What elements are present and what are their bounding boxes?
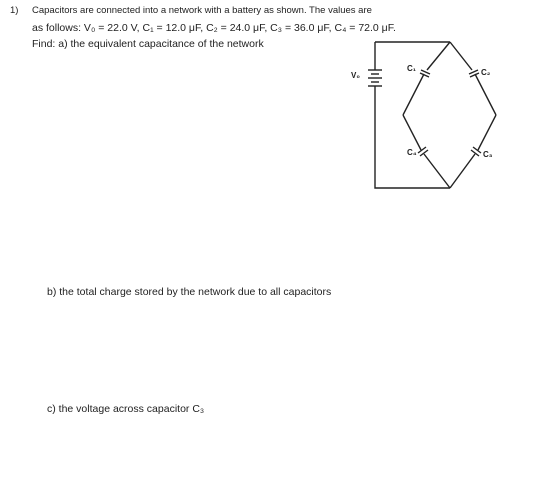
c2-label: C₂ [481, 68, 491, 77]
wire-diamond-upper-right [450, 42, 472, 70]
part-c-question: c) the voltage across capacitor C₃ [47, 403, 205, 415]
wire-diamond-upper-left [427, 42, 450, 70]
wire-diamond-lower-left [403, 115, 421, 150]
problem-number: 1) [10, 5, 19, 16]
wire-diamond-lower-right-2 [450, 154, 475, 188]
wire-diamond-lower-left-2 [424, 154, 450, 188]
battery-symbol [368, 70, 382, 86]
problem-values: as follows: V₀ = 22.0 V, C₁ = 12.0 μF, C₂ = 24.0 μF, C₃ = 36.0 μF, C₄ = 72.0 μF. [32, 22, 396, 34]
wire-diamond-upper-left-2 [403, 74, 424, 115]
part-b-question: b) the total charge stored by the network due to all capacitors [47, 286, 332, 298]
wire-diamond-lower-right [478, 115, 496, 150]
part-a-question: Find: a) the equivalent capacitance of the network [32, 38, 264, 50]
battery-label: V₀ [351, 71, 360, 80]
c4-label: C₄ [407, 148, 417, 157]
wire-diamond-upper-right-2 [475, 74, 496, 115]
capacitor-c1 [420, 70, 430, 77]
capacitor-c2 [469, 70, 479, 77]
problem-intro: Capacitors are connected into a network with a battery as shown. The values are [32, 5, 372, 16]
c3-label: C₃ [483, 150, 493, 159]
c1-label: C₁ [407, 64, 417, 73]
